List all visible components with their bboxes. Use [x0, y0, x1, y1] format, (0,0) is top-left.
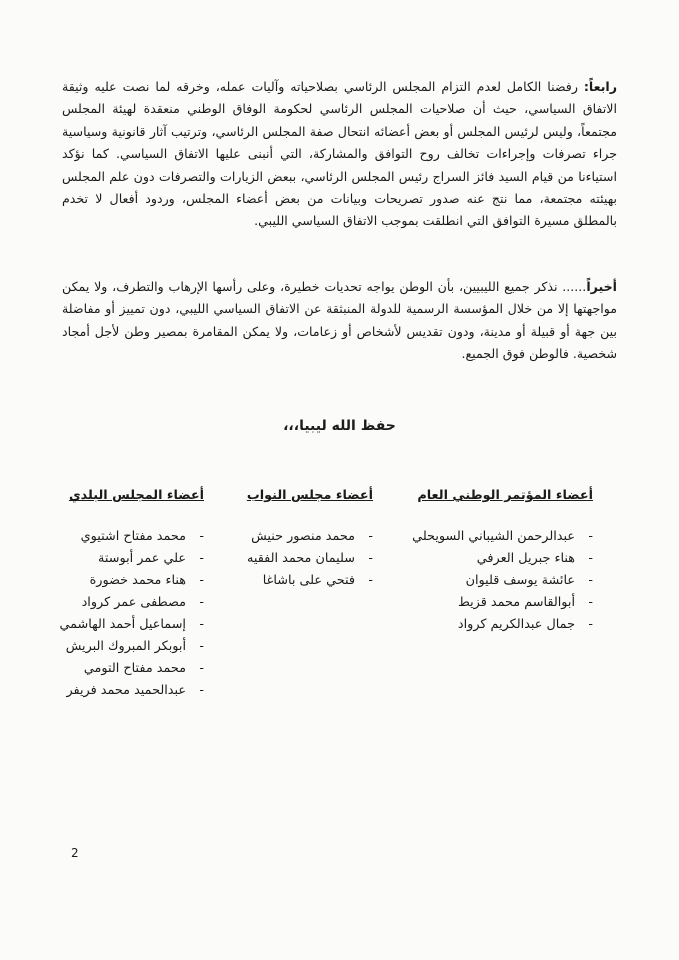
- member-item: [59, 526, 204, 548]
- member-name: عبدالرحمن الشيباني السويحلي: [412, 529, 575, 544]
- parliament-members-column: [247, 488, 373, 592]
- paragraph-lead: رابعاً:: [583, 79, 617, 94]
- column-heading: أعضاء المجلس البلدي: [68, 488, 204, 503]
- member-name: محمد مفتاح التومي: [83, 661, 186, 676]
- member-item: [412, 614, 593, 636]
- list-marker: -: [199, 683, 204, 698]
- list-marker: -: [368, 573, 373, 588]
- member-item: [412, 548, 593, 570]
- member-name: محمد منصور حنيش: [251, 529, 355, 544]
- list-marker: -: [588, 617, 593, 632]
- paragraph-text: ...... نذكر جميع الليبيين، بأن الوطن يواجه تحديات خطيرة، وعلى رأسها الإرهاب والتطرف، ولا يمكن مواجهتها إلا من خلال المؤسسة الرسمية للدولة المنبثقة عن الاتفاق السياسي الليبي، دون تمييز أو مفاضلة بين جهة أو قبيلة أو مدينة، ودون تقديس لأشخاص أو زعامات، ولا يمكن المقامرة بمصير وطن لأجل أمجاد شخصية. فالوطن فوق الجميع.: [62, 279, 617, 362]
- member-item: [59, 592, 204, 614]
- paragraph-lead: أخيراً: [586, 279, 617, 294]
- member-item: [247, 570, 373, 592]
- column-heading: أعضاء مجلس النواب: [246, 488, 373, 503]
- list-marker: -: [199, 617, 204, 632]
- closing-line: حفظ الله ليبيا،،،: [283, 418, 396, 434]
- member-name: علي عمر أبوستة: [98, 551, 186, 566]
- list-marker: -: [588, 573, 593, 588]
- member-item: [59, 614, 204, 636]
- member-item: [412, 526, 593, 548]
- member-item: [59, 636, 204, 658]
- list-marker: -: [588, 595, 593, 610]
- member-name: فتحي على باشاغا: [262, 573, 355, 588]
- members-list: [59, 526, 204, 702]
- list-marker: -: [588, 551, 593, 566]
- list-marker: -: [368, 529, 373, 544]
- member-name: محمد مفتاح اشتيوي: [80, 529, 186, 544]
- paragraph-finally: [62, 276, 617, 366]
- paragraph-text: رفضنا الكامل لعدم التزام المجلس الرئاسي بصلاحياته وآليات عمله، وخرقه لما نصت عليه وثيقة الاتفاق السياسي، حيث أن صلاحيات المجلس الرئاسي لحكومة الوفاق الوطني منعقدة لهيئة المجلس مجتمعاً، وليس لرئيس المجلس أو بعض أعضائه انتحال صفة المجلس الرئاسي، وترتيب آثار قانونية وسياسية جراء تصرفات وإجراءات تخالف روح التوافق والمشاركة، التي أنبنى عليها الاتفاق السياسي. كما نؤكد استياءنا من قيام السيد فائز السراج رئيس المجلس الرئاسي، ببعض الزيارات والتصرفات دون علم المجلس بهيئته مجتمعة، مما نتج عنه صدور تصريحات وبيانات من بعض أعضاء المجلس، وردود أفعال لا تخدم بالمطلق مسيرة التوافق التي انطلقت بموجب الاتفاق السياسي الليبي.: [62, 79, 617, 229]
- page-number: 2: [71, 846, 79, 860]
- member-name: هناء جبريل العرفي: [476, 551, 575, 566]
- paragraph-fourth: [62, 76, 617, 233]
- municipal-members-column: [59, 488, 204, 702]
- list-marker: -: [199, 639, 204, 654]
- member-name: عائشة يوسف قليوان: [465, 573, 575, 588]
- list-marker: -: [199, 661, 204, 676]
- list-marker: -: [199, 551, 204, 566]
- list-marker: -: [199, 573, 204, 588]
- member-name: أبوبكر المبروك البريش: [65, 639, 186, 654]
- member-name: إسماعيل أحمد الهاشمي: [59, 617, 186, 632]
- list-marker: -: [368, 551, 373, 566]
- list-marker: -: [199, 529, 204, 544]
- member-name: مصطفى عمر كرواد: [81, 595, 186, 610]
- members-list: [247, 526, 373, 592]
- member-name: جمال عبدالكريم كرواد: [457, 617, 575, 632]
- member-name: عبدالحميد محمد فريفر: [66, 683, 186, 698]
- member-name: أبوالقاسم محمد قزيط: [457, 595, 575, 610]
- member-item: [412, 570, 593, 592]
- members-list: [412, 526, 593, 636]
- member-item: [412, 592, 593, 614]
- member-name: سليمان محمد الفقيه: [246, 551, 355, 566]
- member-item: [59, 570, 204, 592]
- list-marker: -: [588, 529, 593, 544]
- member-item: [247, 526, 373, 548]
- member-item: [247, 548, 373, 570]
- member-item: [59, 658, 204, 680]
- member-item: [59, 680, 204, 702]
- congress-members-column: [412, 488, 593, 636]
- member-name: هناء محمد خضورة: [89, 573, 186, 588]
- list-marker: -: [199, 595, 204, 610]
- member-item: [59, 548, 204, 570]
- column-heading: أعضاء المؤتمر الوطني العام: [417, 488, 593, 503]
